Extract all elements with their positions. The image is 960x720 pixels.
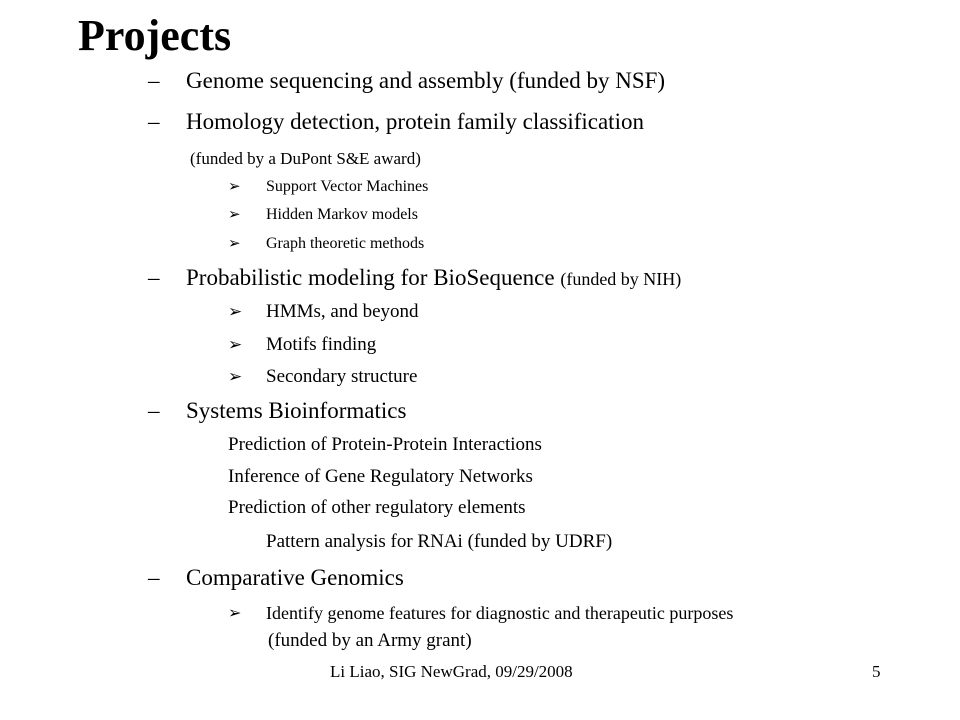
arrow-bullet-icon: ➢ <box>228 605 242 622</box>
funding-note-army: (funded by an Army grant) <box>268 630 472 651</box>
item-homology-detection: Homology detection, protein family classification <box>186 109 644 134</box>
page-number: 5 <box>872 662 881 681</box>
arrow-bullet-icon: ➢ <box>228 236 241 252</box>
arrow-bullet-icon: ➢ <box>228 302 243 321</box>
bullet-secondary-structure: Secondary structure <box>266 366 418 387</box>
arrow-bullet-icon: ➢ <box>228 335 243 354</box>
dash-marker: – <box>148 398 160 423</box>
line-protein-interactions: Prediction of Protein-Protein Interactions <box>228 434 542 455</box>
bullet-motifs-finding: Motifs finding <box>266 334 377 355</box>
arrow-bullet-icon: ➢ <box>228 367 243 386</box>
slide-title: Projects <box>78 11 232 60</box>
dash-marker: – <box>148 109 160 134</box>
bullet-identify-genome-features: Identify genome features for diagnostic and therapeutic purposes <box>266 603 734 623</box>
bullet-support-vector-machines: Support Vector Machines <box>266 178 429 195</box>
dash-marker: – <box>148 68 160 93</box>
dash-marker: – <box>148 565 160 590</box>
bullet-hmms-and-beyond: HMMs, and beyond <box>266 301 419 322</box>
funding-note-nih: (funded by NIH) <box>560 269 682 289</box>
line-regulatory-elements: Prediction of other regulatory elements <box>228 497 526 518</box>
arrow-bullet-icon: ➢ <box>228 207 241 223</box>
item-comparative-genomics: Comparative Genomics <box>186 565 404 590</box>
bullet-graph-theoretic-methods: Graph theoretic methods <box>266 235 425 252</box>
item-probabilistic-modeling: Probabilistic modeling for BioSequence (funded by NIH) <box>186 265 682 290</box>
bullet-hidden-markov-models: Hidden Markov models <box>266 206 418 223</box>
dash-marker: – <box>148 265 160 290</box>
item-systems-bioinformatics: Systems Bioinformatics <box>186 398 407 423</box>
line-gene-regulatory-networks: Inference of Gene Regulatory Networks <box>228 466 533 487</box>
line-rnai-pattern-analysis: Pattern analysis for RNAi (funded by UDRF) <box>266 531 613 552</box>
funding-note-dupont: (funded by a DuPont S&E award) <box>190 149 421 168</box>
slide-footer: Li Liao, SIG NewGrad, 09/29/2008 <box>330 662 573 681</box>
arrow-bullet-icon: ➢ <box>228 179 241 195</box>
item-genome-sequencing: Genome sequencing and assembly (funded by NSF) <box>186 68 666 93</box>
